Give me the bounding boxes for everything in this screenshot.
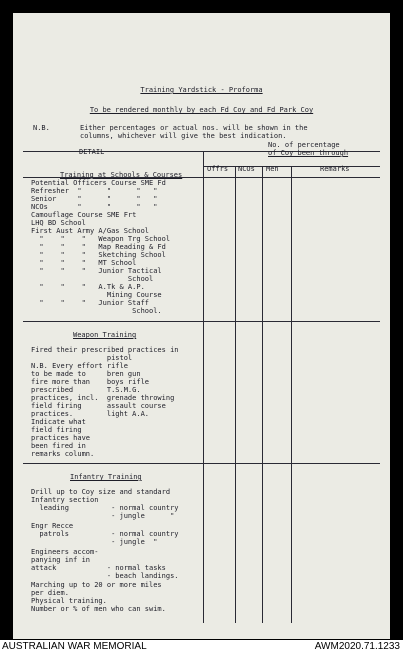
list-item: leading - normal country — [31, 504, 179, 512]
list-item: Indicate what — [31, 418, 86, 426]
list-item: Number or % of men who can swim. — [31, 605, 166, 613]
list-item: practices. light A.A. — [31, 410, 150, 418]
list-item: Infantry section — [31, 496, 99, 504]
nb-text-line-2: columns, whichever will give the best indication. — [80, 132, 287, 140]
list-item: - jungle " — [31, 538, 158, 546]
list-item: School. — [31, 307, 162, 315]
column-rule-men — [291, 166, 292, 623]
list-item: " " " Map Reading & Fd — [31, 243, 166, 251]
section-title: Infantry Training — [70, 473, 142, 481]
section-title: Weapon Training — [73, 331, 137, 339]
header-detail: DETAIL — [79, 148, 105, 156]
list-item: N.B. Every effort rifle — [31, 362, 128, 370]
list-item: First Aust Army A/Gas School — [31, 227, 150, 235]
list-item: Engr Recce — [31, 522, 74, 530]
header-ncos: NCOs — [238, 165, 255, 173]
footer-credit: AUSTRALIAN WAR MEMORIAL — [2, 641, 147, 652]
list-item: Drill up to Coy size and standard — [31, 488, 171, 496]
list-item: fire more than boys rifle — [31, 378, 150, 386]
list-item: field firing assault course — [31, 402, 166, 410]
list-item: to be made to bren gun — [31, 370, 141, 378]
list-item: Engineers accom- — [31, 548, 99, 556]
list-item: per diem. — [31, 589, 69, 597]
list-item: " " " A.Tk & A.P. — [31, 283, 145, 291]
list-item: patrols - normal country — [31, 530, 179, 538]
list-item: remarks column. — [31, 450, 95, 458]
list-item: Refresher " " " " — [31, 187, 158, 195]
section-title: Training at Schools & Courses — [60, 171, 183, 179]
document-title: Training Yardstick - Proforma — [140, 86, 263, 94]
header-group-line-2: of Coy been through — [268, 149, 349, 157]
list-item: pistol — [31, 354, 133, 362]
list-item: field firing — [31, 426, 82, 434]
list-item: Senior " " " " — [31, 195, 158, 203]
list-item: Potential Officers Course SME Fd — [31, 179, 166, 187]
nb-label: N.B. — [33, 124, 50, 132]
list-item: NCOs " " " " — [31, 203, 158, 211]
header-offrs: Offrs — [207, 165, 229, 173]
footer-bar — [0, 640, 403, 653]
list-item: LHQ BD School — [31, 219, 86, 227]
header-men: Men — [266, 165, 279, 173]
document-page — [13, 13, 390, 639]
list-item: practices have — [31, 434, 91, 442]
list-item: - jungle " — [31, 512, 175, 520]
list-item: Marching up to 20 or more miles — [31, 581, 162, 589]
list-item: " " " Junior Staff — [31, 299, 150, 307]
list-item: panying inf in — [31, 556, 91, 564]
list-item: " " " Weapon Trg School — [31, 235, 171, 243]
list-item: Mining Course — [31, 291, 162, 299]
nb-text-line-1: Either percentages or actual nos. will be shown in the — [80, 124, 308, 132]
column-rule-detail — [203, 151, 204, 623]
list-item: Physical training. — [31, 597, 107, 605]
list-item: Fired their prescribed practices in — [31, 346, 179, 354]
section-divider-1 — [23, 321, 380, 322]
list-item: " " " Junior Tactical — [31, 267, 162, 275]
list-item: Camouflage Course SME Frt — [31, 211, 137, 219]
list-item: prescribed T.S.M.G. — [31, 386, 141, 394]
header-group-line-1: No. of percentage — [268, 141, 340, 149]
list-item: been fired in — [31, 442, 86, 450]
list-item: School — [31, 275, 154, 283]
footer-accession-number: AWM2020.71.1233 — [314, 641, 400, 652]
list-item: - beach landings. — [31, 572, 179, 580]
section-divider-2 — [23, 463, 380, 464]
document-subtitle: To be rendered monthly by each Fd Coy and Fd Park Coy — [89, 106, 314, 114]
list-item: attack - normal tasks — [31, 564, 166, 572]
list-item: practices, incl. grenade throwing — [31, 394, 175, 402]
header-remarks: Remarks — [320, 165, 350, 173]
column-rule-offrs — [235, 166, 236, 623]
column-rule-ncos — [262, 166, 263, 623]
list-item: " " " MT School — [31, 259, 137, 267]
list-item: " " " Sketching School — [31, 251, 166, 259]
